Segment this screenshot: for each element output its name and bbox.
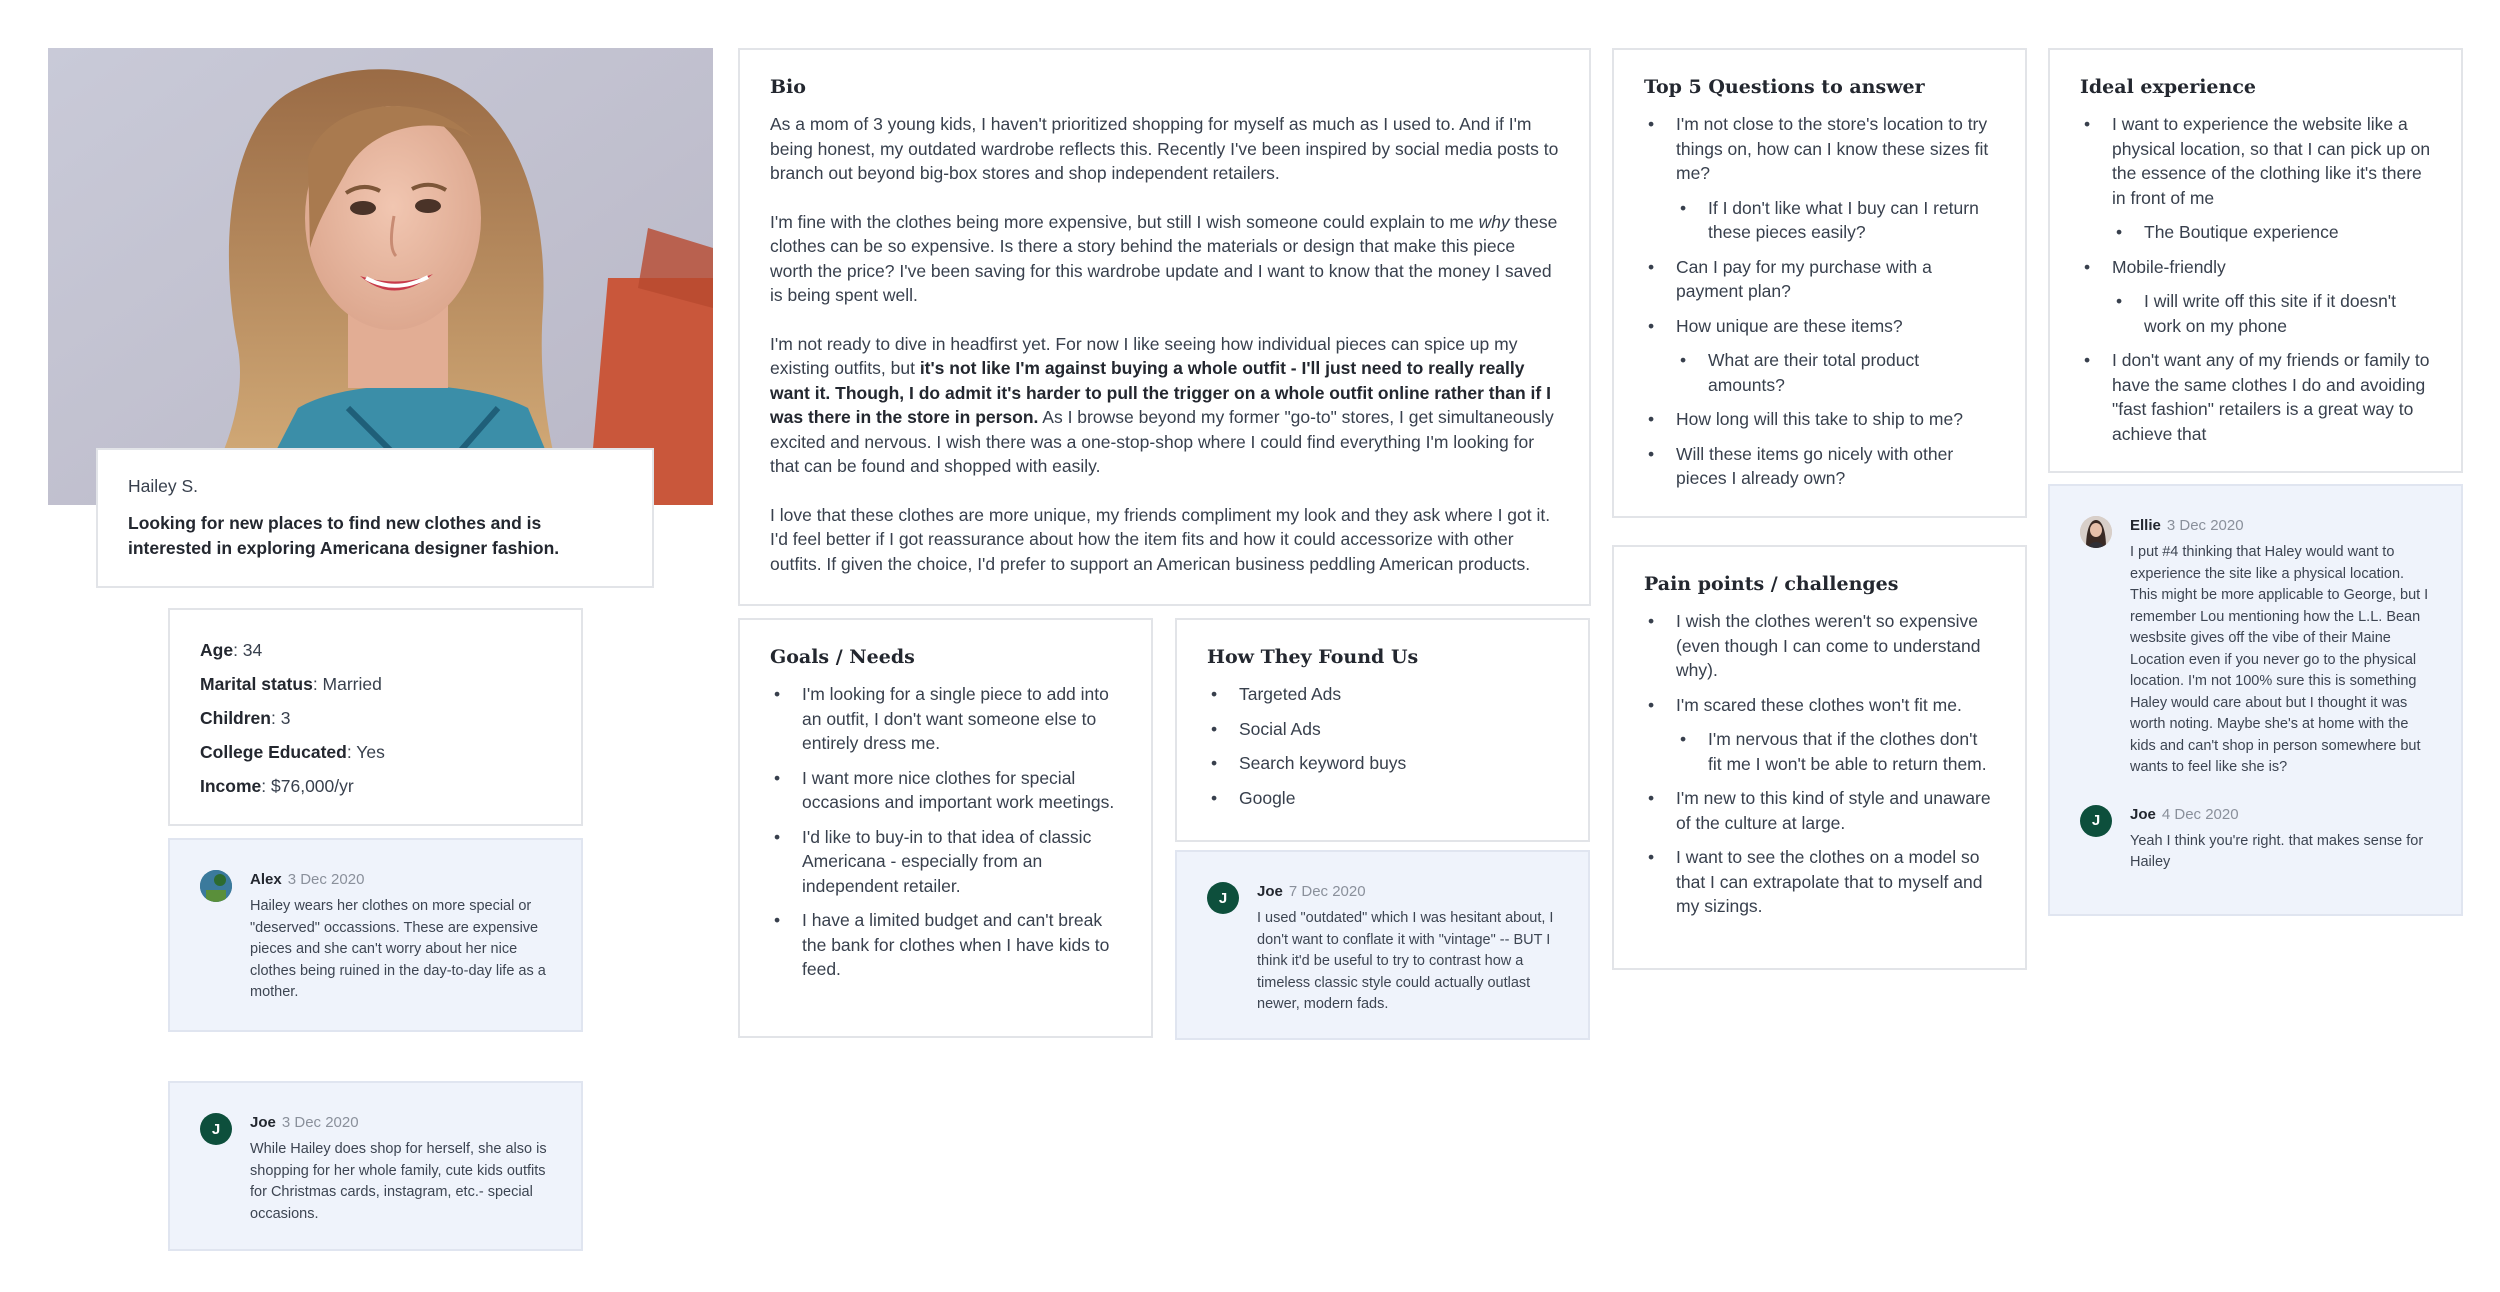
goal-item: • I have a limited budget and can't break the bank for clothes when I have kids to feed. — [770, 908, 1121, 982]
question-item: • How unique are these items? • What are their total product amounts? — [1644, 314, 1995, 398]
avatar: J — [2080, 805, 2112, 837]
comment-text: I put #4 thinking that Haley would want to experience the site like a physical location. This might be more applicable to George, but I remember Lou mentioning how the L.L. Bean wesbsite gives off the vibe of their Maine Location even if you never go to the physical location. I'm not 100% sure this is something Haley would care about but I thought it was worth noting. Maybe she's at home with the kids and can't shop in person somewhere but wants to feel like she is? — [2130, 544, 2429, 775]
avatar — [2080, 516, 2112, 548]
persona-tagline: Looking for new places to find new clothes and is interested in exploring Americana designer fashion. — [128, 513, 560, 558]
question-item: • I'm not close to the store's location to try things on, how can I know these sizes fit me? • If I don't like what I buy can I return these pieces easily? — [1644, 112, 1995, 245]
pain-subitem: • I'm nervous that if the clothes don't fit me I won't be able to return them. — [1676, 727, 1995, 776]
pain-item: • I'm scared these clothes won't fit me. • I'm nervous that if the clothes don't fit me I won't be able to return them. — [1644, 693, 1995, 777]
comment-author: Joe — [1257, 883, 1283, 900]
comment-text: While Hailey does shop for herself, she also is shopping for her whole family, cute kids outfits for Christmas cards, instagram, etc.- special occasions. — [250, 1141, 547, 1222]
questions-title: Top 5 Questions to answer — [1644, 76, 1925, 98]
avatar: J — [200, 1113, 232, 1145]
pain-item: • I wish the clothes weren't so expensive (even though I can come to understand why). — [1644, 609, 1995, 683]
stat-age: Age: 34 — [200, 640, 263, 660]
pain-item: • I'm new to this kind of style and unaware of the culture at large. — [1644, 786, 1995, 835]
comment-alex[interactable] — [168, 838, 583, 1032]
comment-date: 4 Dec 2020 — [2161, 805, 2239, 823]
goal-item: • I'm looking for a single piece to add into an outfit, I don't want someone else to entirely dress me. — [770, 682, 1121, 756]
found-us-title: How They Found Us — [1207, 646, 1419, 668]
goals-card — [738, 618, 1153, 1038]
bio-paragraph-4: I love that these clothes are more unique, my friends compliment my look and they ask where I got it. I'd feel better if I got reassurance about how the item fits and how it could accessorize with other outfits. If given the choice, I'd prefer to support an American business peddling American products. — [770, 504, 1551, 574]
persona-name: Hailey S. — [128, 476, 199, 496]
comment-joe-reply — [2080, 805, 2431, 874]
comment-date: 7 Dec 2020 — [1288, 883, 1366, 900]
pain-points-card — [1612, 545, 2027, 970]
comment-text: Hailey wears her clothes on more special or "deserved" occassions. These are expensive pieces and she can't worry about her nice clothes being ruined in the day-to-day life as a mother. — [250, 898, 546, 1000]
ellie-avatar-icon — [2080, 516, 2112, 548]
comment-date: 3 Dec 2020 — [2166, 517, 2244, 534]
comment-text: Yeah I think you're right. that makes sense for Hailey — [2130, 832, 2424, 870]
stat-college: College Educated: Yes — [200, 742, 385, 762]
alex-avatar-icon — [200, 870, 232, 902]
comment-text: I used "outdated" which I was hesitant about, I don't want to conflate it with "vintage" -- BUT I think it'd be useful to try to contrast how a timeless classic style could actually outlast newer, modern fads. — [1257, 910, 1554, 1012]
avatar: J — [1207, 882, 1239, 914]
demographics-card — [168, 608, 583, 826]
found-item: • Social Ads — [1207, 717, 1558, 742]
comment-ellie — [2080, 516, 2431, 779]
ideal-item: • I want to experience the website like a physical location, so that I can pick up on the essence of the clothing like it's there in front of me • The Boutique experience — [2080, 112, 2431, 245]
comment-joe-outdated[interactable] — [1175, 850, 1590, 1040]
comment-date: 3 Dec 2020 — [287, 871, 365, 888]
comment-author: Joe — [2130, 805, 2156, 823]
goal-item: • I want more nice clothes for special occasions and important work meetings. — [770, 766, 1121, 815]
found-item: • Search keyword buys — [1207, 751, 1558, 776]
question-item: • How long will this take to ship to me? — [1644, 407, 1995, 432]
stat-income: Income: $76,000/yr — [200, 776, 354, 796]
found-item: • Targeted Ads — [1207, 682, 1558, 707]
stat-children: Children: 3 — [200, 708, 291, 728]
found-us-card — [1175, 618, 1590, 842]
question-subitem: • If I don't like what I buy can I return these pieces easily? — [1676, 196, 1995, 245]
stat-marital-status: Marital status: Married — [200, 674, 382, 694]
ideal-subitem: • The Boutique experience — [2112, 220, 2431, 245]
persona-name-card — [96, 448, 654, 588]
pain-item: • I want to see the clothes on a model so that I can extrapolate that to myself and my sizings. — [1644, 845, 1995, 919]
questions-card — [1612, 48, 2027, 518]
bio-card — [738, 48, 1591, 606]
bio-paragraph-1: As a mom of 3 young kids, I haven't prioritized shopping for myself as much as I used to. And if I'm being honest, my outdated wardrobe reflects this. Recently I've been inspired by social media posts to branch out beyond big-box stores and shop independent retailers. — [770, 114, 1559, 183]
persona-photo — [48, 48, 713, 505]
bio-title: Bio — [770, 76, 806, 98]
comment-joe-family[interactable] — [168, 1081, 583, 1251]
bio-paragraph-2: I'm fine with the clothes being more expensive, but still I wish someone could explain to me why these clothes can be so expensive. Is there a story behind the materials or design that make this piece worth the price? I've been saving for this wardrobe update and I want to know that the money I saved is being spent well. — [770, 211, 1558, 305]
ideal-item: • Mobile-friendly • I will write off this site if it doesn't work on my phone — [2080, 255, 2431, 339]
persona-portrait-illustration — [48, 48, 713, 505]
goal-item: • I'd like to buy-in to that idea of classic Americana - especially from an independent retailer. — [770, 825, 1121, 899]
ideal-experience-card — [2048, 48, 2463, 473]
ideal-title: Ideal experience — [2080, 76, 2256, 98]
question-item: • Will these items go nicely with other pieces I already own? — [1644, 442, 1995, 491]
pain-points-title: Pain points / challenges — [1644, 573, 1899, 595]
goals-title: Goals / Needs — [770, 646, 915, 668]
question-subitem: • What are their total product amounts? — [1676, 348, 1995, 397]
comment-thread-ellie[interactable] — [2048, 484, 2463, 916]
comment-author: Alex — [250, 871, 282, 888]
bio-paragraph-3: I'm not ready to dive in headfirst yet. For now I like seeing how individual pieces can spice up my existing outfits, but it's not like I'm against buying a whole outfit - I'll just need to really really want it. Though, I do admit it's harder to pull the trigger on a whole outfit online rather than if I was there in the store in person. As I browse beyond my former "go-to" stores, I get simultaneously excited and nervous. I wish there was a one-stop-shop where I could find everything I'm looking for that can be found and shopped with easily. — [770, 333, 1554, 476]
avatar — [200, 870, 232, 902]
question-item: • Can I pay for my purchase with a payment plan? — [1644, 255, 1995, 304]
comment-date: 3 Dec 2020 — [281, 1114, 359, 1131]
comment-author: Joe — [250, 1114, 276, 1131]
ideal-item: • I don't want any of my friends or family to have the same clothes I do and avoiding "fast fashion" retailers is a great way to achieve that — [2080, 348, 2431, 446]
comment-author: Ellie — [2130, 517, 2161, 534]
ideal-subitem: • I will write off this site if it doesn't work on my phone — [2112, 289, 2431, 338]
found-item: • Google — [1207, 786, 1558, 811]
